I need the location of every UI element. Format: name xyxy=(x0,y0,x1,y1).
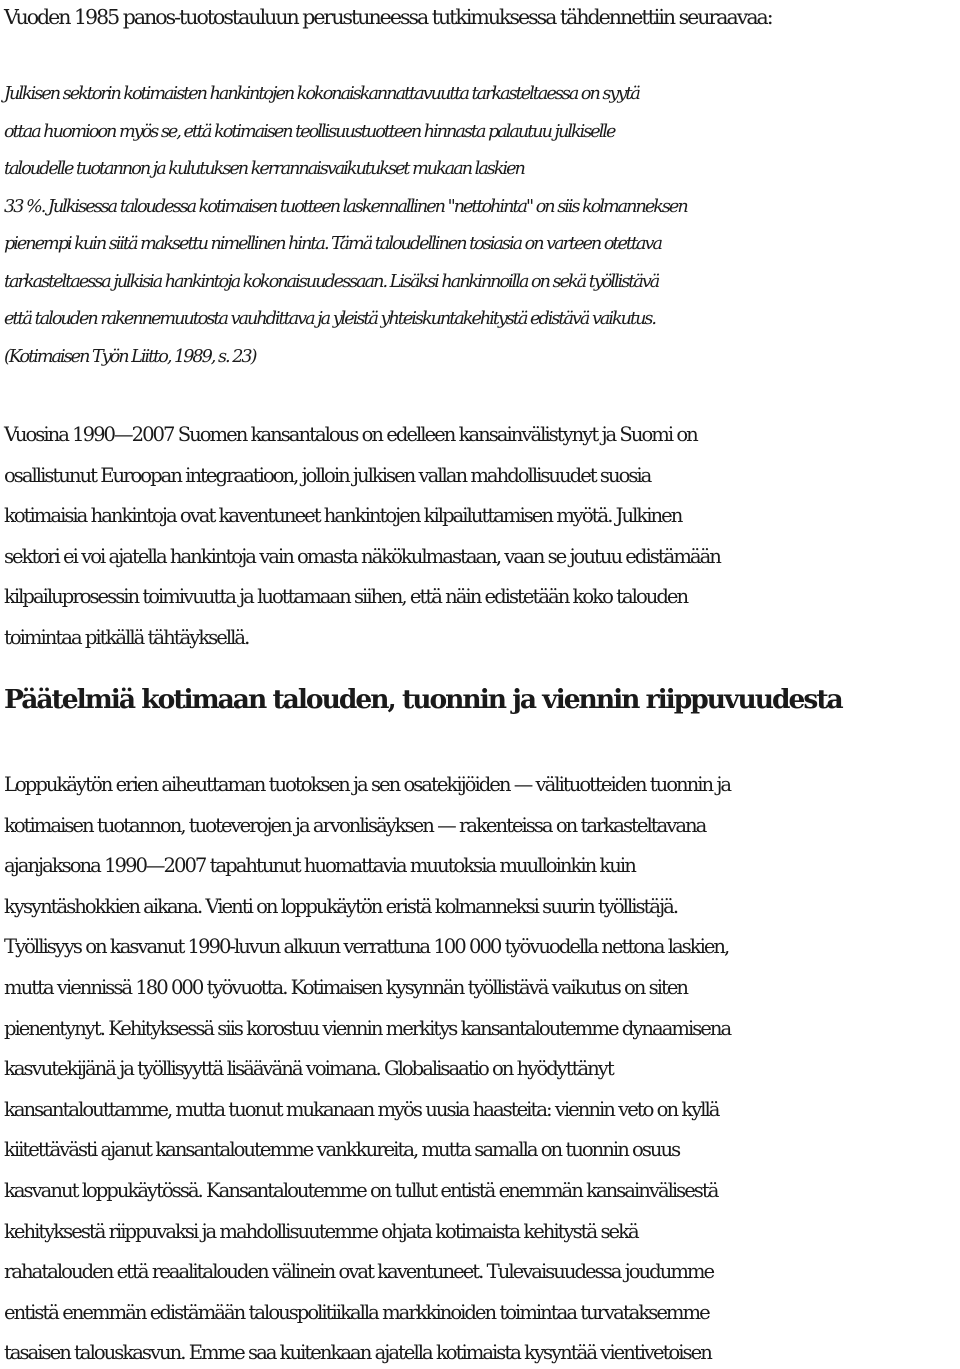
quote-line: Julkisen sektorin kotimaisten hankintojen kokonaiskannattavuutta tarkasteltaessa on syytä xyxy=(4,84,639,104)
paragraph-line: kotimaisen tuotannon, tuoteverojen ja arvonlisäyksen — rakenteissa on tarkasteltavana xyxy=(4,813,706,837)
paragraph-line: kotimaisia hankintoja ovat kaventuneet hankintojen kilpailuttamisen myötä. Julkinen xyxy=(4,504,682,528)
intro-sentence: Vuoden 1985 panos-tuotostauluun perustuneessa tutkimuksessa tähdennettiin seuraavaa: xyxy=(4,5,772,29)
quote-line: pienempi kuin siitä maksettu nimellinen hinta. Tämä taloudellinen tosiasia on varteen otettava xyxy=(4,234,661,254)
paragraph-line: kasvanut loppukäytössä. Kansantaloutemme on tullut entistä enemmän kansainvälisestä xyxy=(4,1178,718,1202)
paragraph-line: sektori ei voi ajatella hankintoja vain omasta näkökulmastaan, vaan se joutuu edistämään xyxy=(4,544,720,568)
paragraph-line: osallistunut Euroopan integraatioon, jolloin julkisen vallan mahdollisuudet suosia xyxy=(4,463,651,487)
paragraph-line: Vuosina 1990—2007 Suomen kansantalous on edelleen kansainvälistynyt ja Suomi on xyxy=(4,423,697,446)
paragraph-line: toimintaa pitkällä tähtäyksellä. xyxy=(4,625,249,649)
paragraph-line: mutta viennissä 180 000 työvuotta. Kotimaisen kysynnän työllistävä vaikutus on siten xyxy=(4,975,688,999)
section-heading: Päätelmiä kotimaan talouden, tuonnin ja viennin riippuvuudesta xyxy=(4,684,842,715)
paragraph-line: kasvutekijänä ja työllisyyttä lisäävänä voimana. Globalisaatio on hyödyttänyt xyxy=(4,1057,613,1081)
body-paragraph-1 xyxy=(4,415,958,659)
paragraph-line: Loppukäytön erien aiheuttaman tuotoksen ja sen osatekijöiden — välituotteiden tuonnin ja xyxy=(4,773,731,796)
paragraph-line: Työllisyys on kasvanut 1990-luvun alkuun verrattuna 100 000 työvuodella nettona laskien, xyxy=(4,935,729,959)
quote-citation: (Kotimaisen Työn Liitto, 1989, s. 23) xyxy=(4,346,256,367)
paragraph-line: kehityksestä riippuvaksi ja mahdollisuutemme ohjata kotimaista kehitystä sekä xyxy=(4,1219,638,1243)
paragraph-line: kilpailuprosessin toimivuutta ja luottamaan siihen, että näin edistetään koko talouden xyxy=(4,585,688,609)
body-paragraph-2 xyxy=(4,765,958,1369)
paragraph-line: kansantalouttamme, mutta tuonut mukanaan myös uusia haasteita: viennin veto on kyllä xyxy=(4,1097,719,1121)
paragraph-line: pienentynyt. Kehityksessä siis korostuu viennin merkitys kansantaloutemme dynaamisena xyxy=(4,1016,731,1040)
paragraph-line: kysyntäshokkien aikana. Vienti on loppukäytön eristä kolmanneksi suurin työllistäjä. xyxy=(4,894,678,918)
paragraph-line: kiitettävästi ajanut kansantaloutemme vankkureita, mutta samalla on tuonnin osuus xyxy=(4,1138,680,1162)
paragraph-line: rahatalouden että reaalitalouden välinein ovat kaventuneet. Tulevaisuudessa joudumme xyxy=(4,1260,714,1284)
paragraph-line: tasaisen talouskasvun. Emme saa kuitenkaan ajatella kotimaista kysyntää vientivetoisen xyxy=(4,1341,711,1365)
quote-line: tarkasteltaessa julkisia hankintoja kokonaisuudessaan. Lisäksi hankinnoilla on sekä työllistävä xyxy=(4,271,659,292)
quote-line: että talouden rakennemuutosta vauhdittava ja yleistä yhteiskuntakehitystä edistävä vaikutus. xyxy=(4,309,656,329)
paragraph-line: ajanjaksona 1990—2007 tapahtunut huomattavia muutoksia muulloinkin kuin xyxy=(4,854,635,878)
paragraph-line: entistä enemmän edistämään talouspolitiikalla markkinoiden toimintaa turvataksemme xyxy=(4,1300,709,1324)
quote-line: taloudelle tuotannon ja kulutuksen kerrannaisvaikutukset mukaan laskien xyxy=(4,159,524,179)
block-quote xyxy=(4,76,960,376)
quote-line: 33 %. Julkisessa taloudessa kotimaisen tuotteen laskennallinen "nettohinta" on siis kolmanneksen xyxy=(4,196,687,217)
quote-line: ottaa huomioon myös se, että kotimaisen teollisuustuotteen hinnasta palautuu julkiselle xyxy=(4,121,615,142)
